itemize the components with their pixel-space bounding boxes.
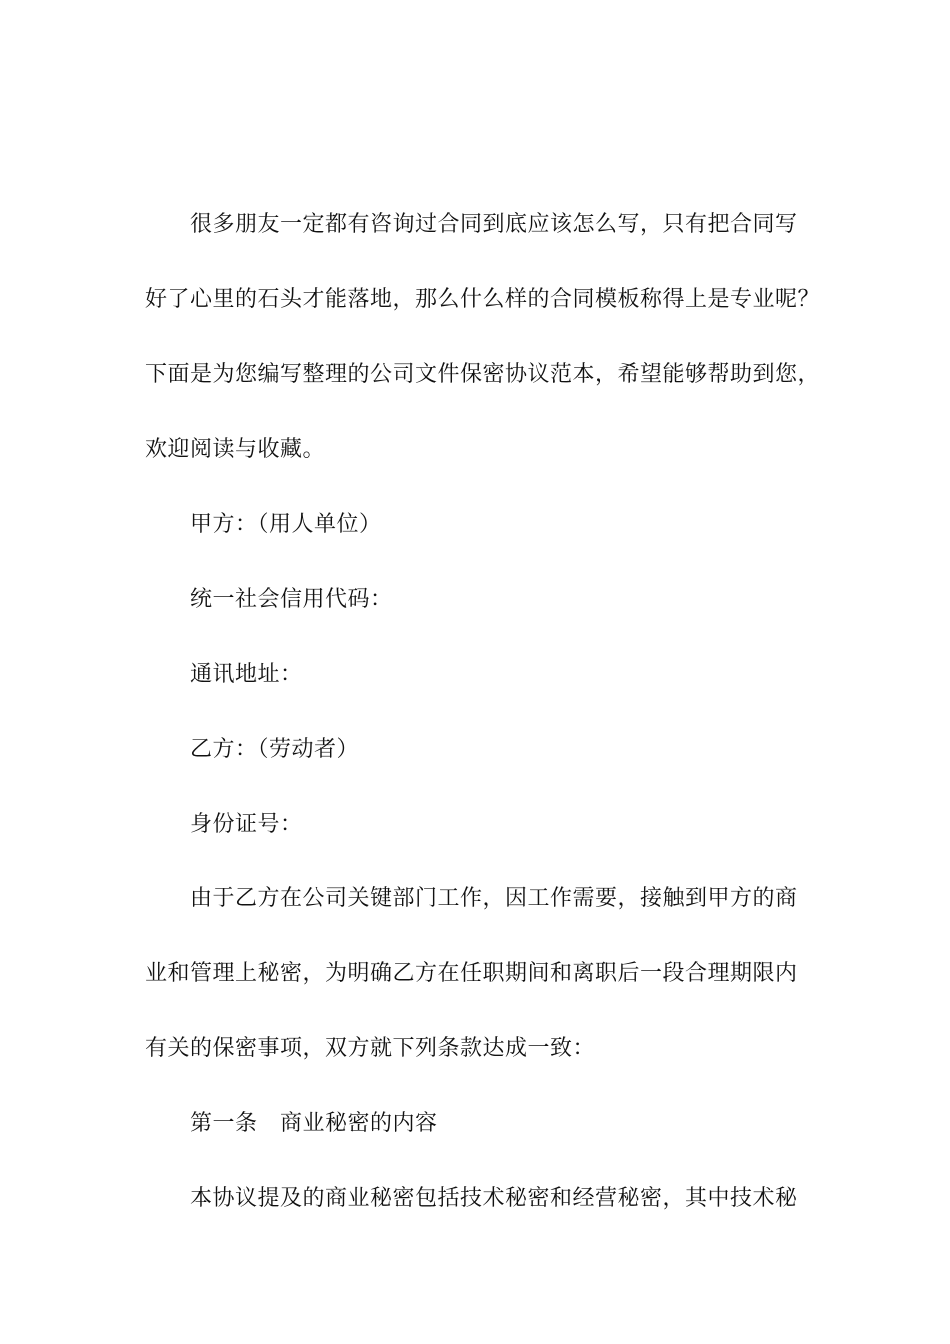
party-a-label: 甲方：（用人单位） <box>190 512 382 537</box>
intro-paragraph-line-3: 下面是为您编写整理的公司文件保密协议范本，希望能够帮助到您， <box>145 362 821 387</box>
agreement-paragraph-line-3: 有关的保密事项，双方就下列条款达成一致： <box>145 1036 596 1061</box>
agreement-paragraph-line-1: 由于乙方在公司关键部门工作，因工作需要，接触到甲方的商 <box>190 886 798 911</box>
credit-code-label: 统一社会信用代码： <box>190 587 393 612</box>
article-one-heading: 第一条 商业秘密的内容 <box>190 1111 438 1136</box>
id-number-label: 身份证号： <box>190 812 303 837</box>
party-b-label: 乙方：（劳动者） <box>190 737 360 762</box>
intro-paragraph-line-1: 很多朋友一定都有咨询过合同到底应该怎么写，只有把合同写 <box>190 212 798 237</box>
agreement-paragraph-line-2: 业和管理上秘密，为明确乙方在任职期间和离职后一段合理期限内 <box>145 961 798 986</box>
article-one-paragraph-line-1: 本协议提及的商业秘密包括技术秘密和经营秘密，其中技术秘 <box>190 1186 798 1211</box>
address-label: 通讯地址： <box>190 662 303 687</box>
intro-paragraph-line-4: 欢迎阅读与收藏。 <box>145 437 326 462</box>
intro-paragraph-line-2: 好了心里的石头才能落地，那么什么样的合同模板称得上是专业呢？ <box>145 287 821 312</box>
